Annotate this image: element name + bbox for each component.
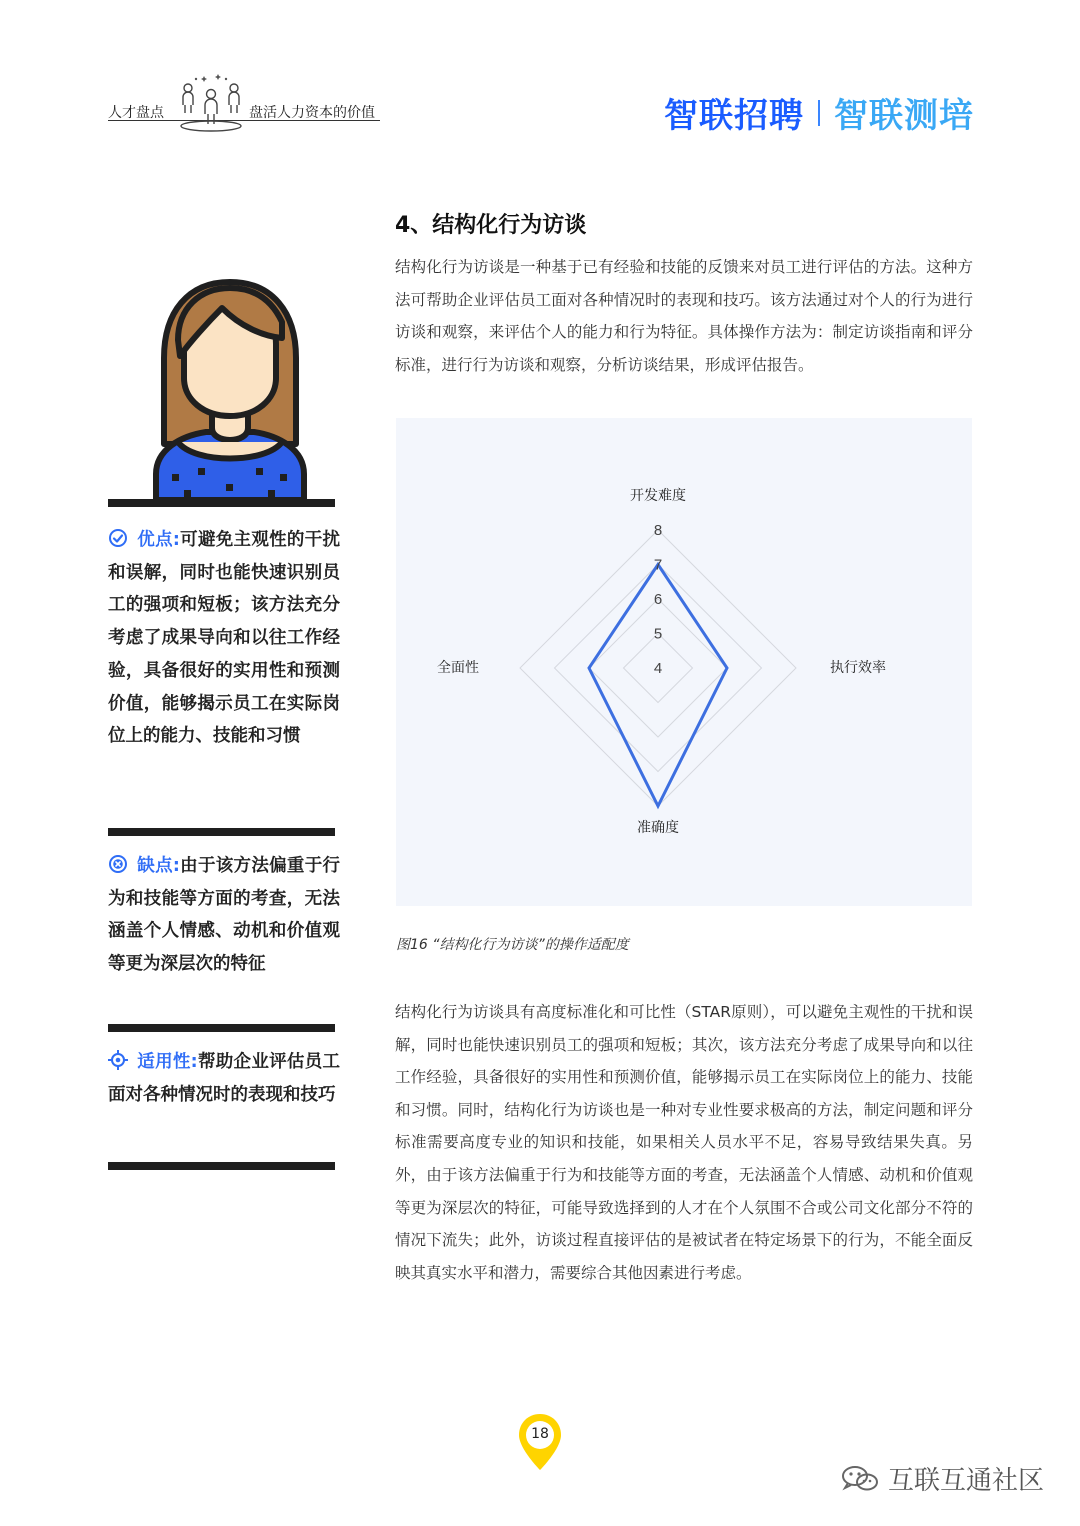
cons-text: 由于该方法偏重于行为和技能等方面的考查，无法涵盖个人情感、动机和价值观等更为深层次的特征	[108, 856, 340, 975]
brand-zhilian-zhaopin: 智联招聘	[664, 96, 804, 136]
header-right-text: 盘活人力资本的价值	[249, 105, 375, 121]
radar-tick-label: 6	[653, 591, 663, 608]
cons-block	[108, 850, 340, 981]
location-pin-icon	[517, 1412, 563, 1472]
applicability-text: 帮助企业评估员工面对各种情况时的表现和技巧	[108, 1052, 341, 1105]
brand-divider	[818, 100, 820, 126]
pros-label: 优点:	[137, 530, 180, 550]
radar-tick-label: 7	[653, 556, 663, 574]
radar-tick-label: 4	[653, 660, 663, 677]
radar-chart-panel	[396, 418, 972, 906]
section-title: 4、结构化行为访谈	[395, 213, 587, 238]
header-left-text: 人才盘点	[108, 105, 164, 121]
divider-bar	[108, 1162, 335, 1170]
figure-caption: 图16 “结构化行为访谈”的操作适配度	[396, 937, 629, 953]
wechat-icon	[840, 1464, 880, 1494]
watermark	[840, 1460, 1044, 1497]
people-group-icon	[174, 72, 258, 134]
radar-axis-label: 准确度	[637, 820, 679, 836]
divider-bar	[108, 1024, 335, 1032]
intro-paragraph: 结构化行为访谈是一种基于已有经验和技能的反馈来对员工进行评估的方法。这种方法可帮助企业评估员工面对各种情况时的表现和技巧。该方法通过对个人的行为进行访谈和观察，来评估个人的能力和行为特征。具体操作方法为：制定访谈指南和评分标准，进行行为访谈和观察，分析访谈结果，形成评估报告。	[395, 258, 973, 374]
page-number-badge	[517, 1412, 563, 1472]
pros-text: 可避免主观性的干扰和误解，同时也能快速识别员工的强项和短板；该方法充分考虑了成果导向和以往工作经验，具备很好的实用性和预测价值，能够揭示员工在实际岗位上的能力、技能和习惯	[108, 530, 340, 747]
x-circle-icon	[108, 854, 128, 874]
pros-block	[108, 524, 340, 753]
radar-chart	[396, 418, 972, 906]
radar-axis-label: 开发难度	[630, 488, 686, 504]
cons-label: 缺点:	[137, 856, 180, 876]
radar-axis-label: 全面性	[437, 660, 479, 676]
crosshair-icon	[108, 1050, 128, 1070]
check-circle-icon	[108, 528, 128, 548]
applicability-block	[108, 1046, 340, 1111]
radar-axis-label: 执行效率	[830, 660, 886, 676]
woman-avatar-illustration	[150, 278, 310, 500]
header-tagline	[108, 72, 380, 132]
radar-tick-label: 5	[653, 625, 663, 643]
body-paragraph: 结构化行为访谈具有高度标准化和可比性（STAR原则），可以避免主观性的干扰和误解，同时也能快速识别员工的强项和短板；其次，该方法充分考虑了成果导向和以往工作经验，具备很好的实用性和预测价值，能够揭示员工在实际岗位上的能力、技能和习惯。同时，结构化行为访谈也是一种对专业性要求极高的方法，制定问题和评分标准需要高度专业的知识和技能，如果相关人员水平不足，容易导致结果失真。另外，由于该方法偏重于行为和技能等方面的考查，无法涵盖个人情感、动机和价值观等更为深层次的特征，可能导致选择到的人才在个人氛围不合或公司文化部分不符的情况下流失；此外，访谈过程直接评估的是被试者在特定场景下的行为，不能全面反映其真实水平和潜力，需要综合其他因素进行考虑。	[395, 1003, 973, 1282]
brand-logos	[664, 88, 974, 137]
divider-bar	[108, 828, 335, 836]
watermark-text: 互联互通社区	[887, 1466, 1044, 1496]
applicability-label: 适用性:	[137, 1052, 198, 1072]
page-number: 18	[531, 1426, 549, 1442]
radar-tick-label: 8	[653, 522, 663, 539]
divider-bar	[108, 499, 335, 507]
brand-zhilian-cepei: 智联测培	[834, 96, 974, 136]
